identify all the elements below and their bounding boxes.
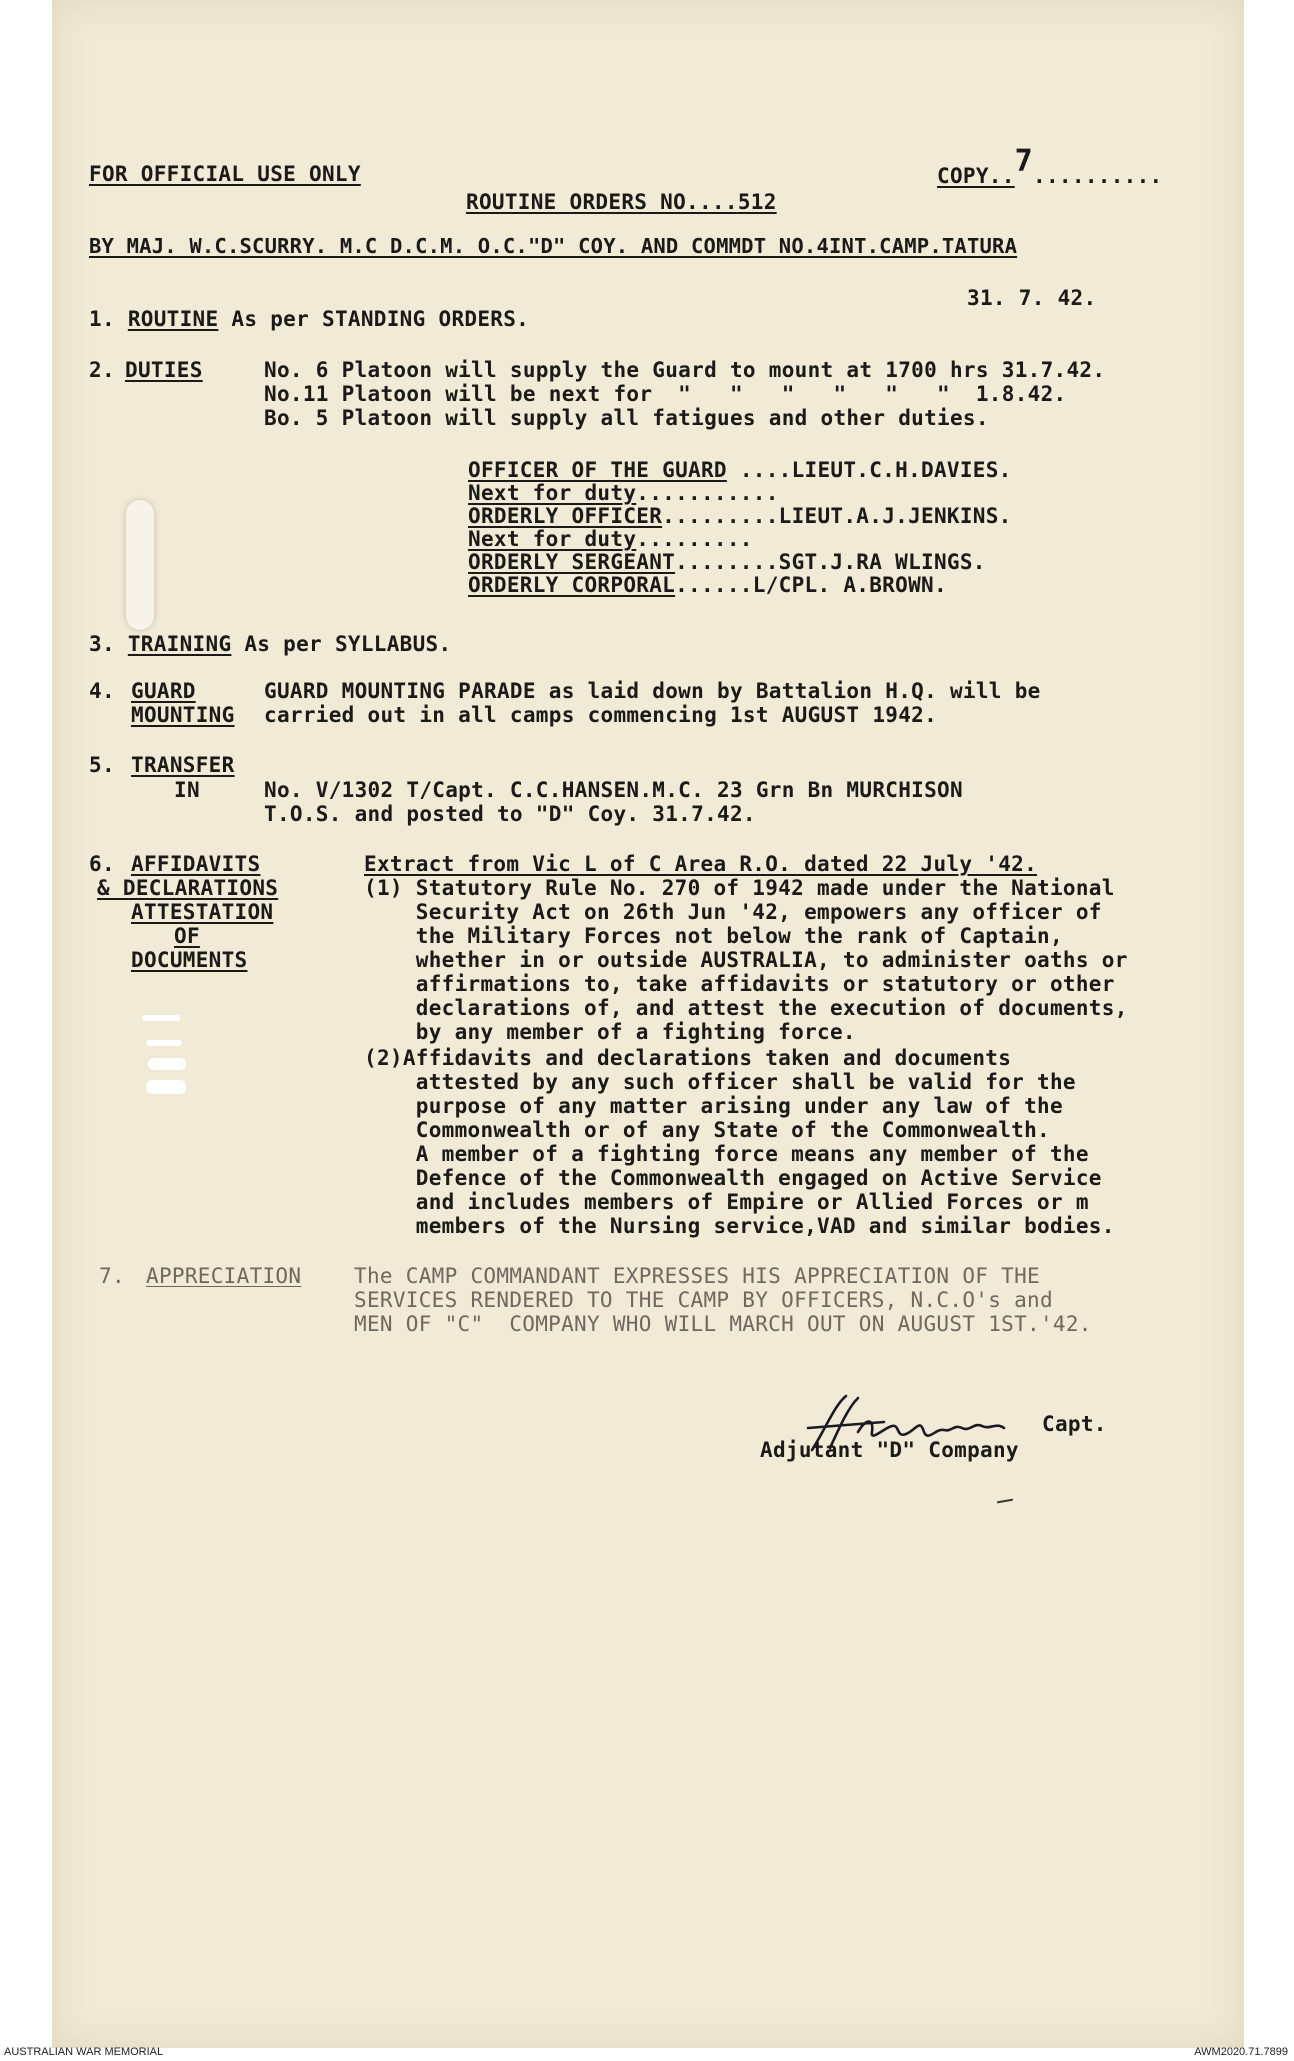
- item-number-appreciation: 7.: [99, 1264, 125, 1288]
- copy-number: 7: [1014, 144, 1034, 179]
- issued-by: BY MAJ. W.C.SCURRY. M.C D.C.M. O.C."D" COY. AND COMMDT NO.4INT.CAMP.TATURA: [89, 234, 1018, 258]
- affidavits-line: declarations of, and attest the execution of documents,: [364, 996, 1128, 1020]
- roster-value: ....LIEUT.C.H.DAVIES.: [726, 458, 1012, 482]
- roster-value: .........LIEUT.A.J.JENKINS.: [662, 504, 1012, 528]
- duties-line: Bo. 5 Platoon will supply all fatigues and other duties.: [264, 406, 989, 430]
- roster-role: ORDERLY OFFICER: [468, 504, 663, 528]
- affidavits-line: and includes members of Empire or Allied Forces or m: [364, 1190, 1089, 1214]
- item-heading-guard: GUARD: [131, 679, 196, 703]
- roster-row: [468, 458, 1012, 482]
- item-routine: [89, 307, 529, 331]
- item-heading-mounting: MOUNTING: [131, 703, 235, 727]
- item-heading: TRAINING: [127, 632, 232, 656]
- title-prefix: ROUTINE ORDERS NO....: [466, 190, 738, 214]
- guard-line: carried out in all camps commencing 1st AUGUST 1942.: [264, 703, 938, 727]
- affidavits-line: whether in or outside AUSTRALIA, to administer oaths or: [364, 948, 1128, 972]
- roster-value: .........: [636, 527, 753, 551]
- affidavits-heading-line: OF: [174, 924, 200, 948]
- item-text: As per SYLLABUS.: [244, 632, 452, 656]
- guard-line: GUARD MOUNTING PARADE as laid down by Battalion H.Q. will be: [264, 679, 1041, 703]
- torn-hole: [126, 500, 154, 630]
- roster-row: [468, 527, 753, 551]
- roster-role: Next for duty: [468, 481, 637, 505]
- affidavits-line: by any member of a fighting force.: [364, 1020, 856, 1044]
- item-number-affidavits: 6.: [89, 852, 115, 876]
- item-number-duties: 2.: [89, 358, 115, 382]
- roster-role: ORDERLY SERGEANT: [468, 550, 676, 574]
- affidavits-line: (1) Statutory Rule No. 270 of 1942 made under the National: [364, 876, 1115, 900]
- footer-archive-name: AUSTRALIAN WAR MEMORIAL: [4, 2046, 164, 2058]
- roster-role: ORDERLY CORPORAL: [468, 573, 676, 597]
- torn-hole: [146, 1040, 182, 1046]
- item-number-transfer: 5.: [89, 753, 115, 777]
- affidavits-extract: Extract from Vic L of C Area R.O. dated 22 July '42.: [364, 852, 1038, 876]
- item-training: [89, 632, 451, 656]
- item-number: 1.: [89, 307, 115, 331]
- affidavits-line: Security Act on 26th Jun '42, empowers any officer of: [364, 900, 1102, 924]
- affidavits-line: (2)Affidavits and declarations taken and documents: [364, 1046, 1012, 1070]
- affidavits-heading-line: AFFIDAVITS: [131, 852, 261, 876]
- appreciation-line: MEN OF "C" COMPANY WHO WILL MARCH OUT ON AUGUST 1ST.'42.: [354, 1312, 1092, 1336]
- roster-row: [468, 550, 986, 574]
- duties-line: No.11 Platoon will be next for " " " " " " 1.8.42.: [264, 382, 1067, 406]
- roster-role: OFFICER OF THE GUARD: [468, 458, 727, 482]
- copy-dots: ..........: [1033, 164, 1163, 188]
- roster-role: Next for duty: [468, 527, 637, 551]
- document-page: [52, 0, 1244, 2048]
- signatory-rank: Capt.: [1042, 1412, 1107, 1436]
- torn-hole: [142, 1015, 180, 1021]
- torn-hole: [146, 1080, 186, 1094]
- classification: FOR OFFICIAL USE ONLY: [89, 162, 361, 186]
- roster-value: ......L/CPL. A.BROWN.: [675, 573, 947, 597]
- affidavits-line: affirmations to, take affidavits or statutory or other: [364, 972, 1115, 996]
- appreciation-line: SERVICES RENDERED TO THE CAMP BY OFFICERS, N.C.O's and: [354, 1288, 1053, 1312]
- appreciation-line: The CAMP COMMANDANT EXPRESSES HIS APPRECIATION OF THE: [354, 1264, 1040, 1288]
- roster-value: ........SGT.J.RA WLINGS.: [675, 550, 986, 574]
- order-date: 31. 7. 42.: [967, 286, 1097, 310]
- routine-orders-title: [466, 190, 777, 214]
- roster-row: [468, 481, 779, 505]
- roster-row: [468, 573, 947, 597]
- item-heading-transfer: TRANSFER: [131, 753, 235, 777]
- affidavits-line: Defence of the Commonwealth engaged on Active Service: [364, 1166, 1102, 1190]
- affidavits-line: the Military Forces not below the rank of Captain,: [364, 924, 1063, 948]
- affidavits-line: attested by any such officer shall be valid for the: [364, 1070, 1076, 1094]
- item-subheading-in: IN: [174, 778, 200, 802]
- affidavits-heading-line: DOCUMENTS: [131, 948, 248, 972]
- roster-value: ...........: [636, 481, 779, 505]
- signatory-title: Adjutant "D" Company: [760, 1438, 1019, 1462]
- affidavits-line: members of the Nursing service,VAD and similar bodies.: [364, 1214, 1115, 1238]
- affidavits-heading-line: & DECLARATIONS: [97, 876, 279, 900]
- item-number: 3.: [89, 632, 115, 656]
- affidavits-heading-line: ATTESTATION: [131, 900, 274, 924]
- transfer-line: T.O.S. and posted to "D" Coy. 31.7.42.: [264, 802, 756, 826]
- footer-archive-id: AWM2020.71.7899: [1194, 2046, 1288, 2058]
- item-heading-duties: DUTIES: [125, 358, 203, 382]
- ink-mark: [997, 1499, 1013, 1504]
- item-number-guard: 4.: [89, 679, 115, 703]
- copy-label: COPY..: [937, 164, 1015, 188]
- copy-field: [937, 144, 1163, 188]
- item-heading-appreciation: APPRECIATION: [146, 1264, 302, 1288]
- affidavits-line: Commonwealth or of any State of the Commonwealth.: [364, 1118, 1050, 1142]
- torn-hole: [148, 1058, 186, 1070]
- transfer-line: No. V/1302 T/Capt. C.C.HANSEN.M.C. 23 Grn Bn MURCHISON: [264, 778, 963, 802]
- order-number: 512: [737, 190, 777, 214]
- affidavits-line: purpose of any matter arising under any law of the: [364, 1094, 1063, 1118]
- duties-line: No. 6 Platoon will supply the Guard to mount at 1700 hrs 31.7.42.: [264, 358, 1106, 382]
- item-heading: ROUTINE: [127, 307, 219, 331]
- affidavits-line: A member of a fighting force means any member of the: [364, 1142, 1089, 1166]
- item-text: As per STANDING ORDERS.: [231, 307, 530, 331]
- roster-row: [468, 504, 1012, 528]
